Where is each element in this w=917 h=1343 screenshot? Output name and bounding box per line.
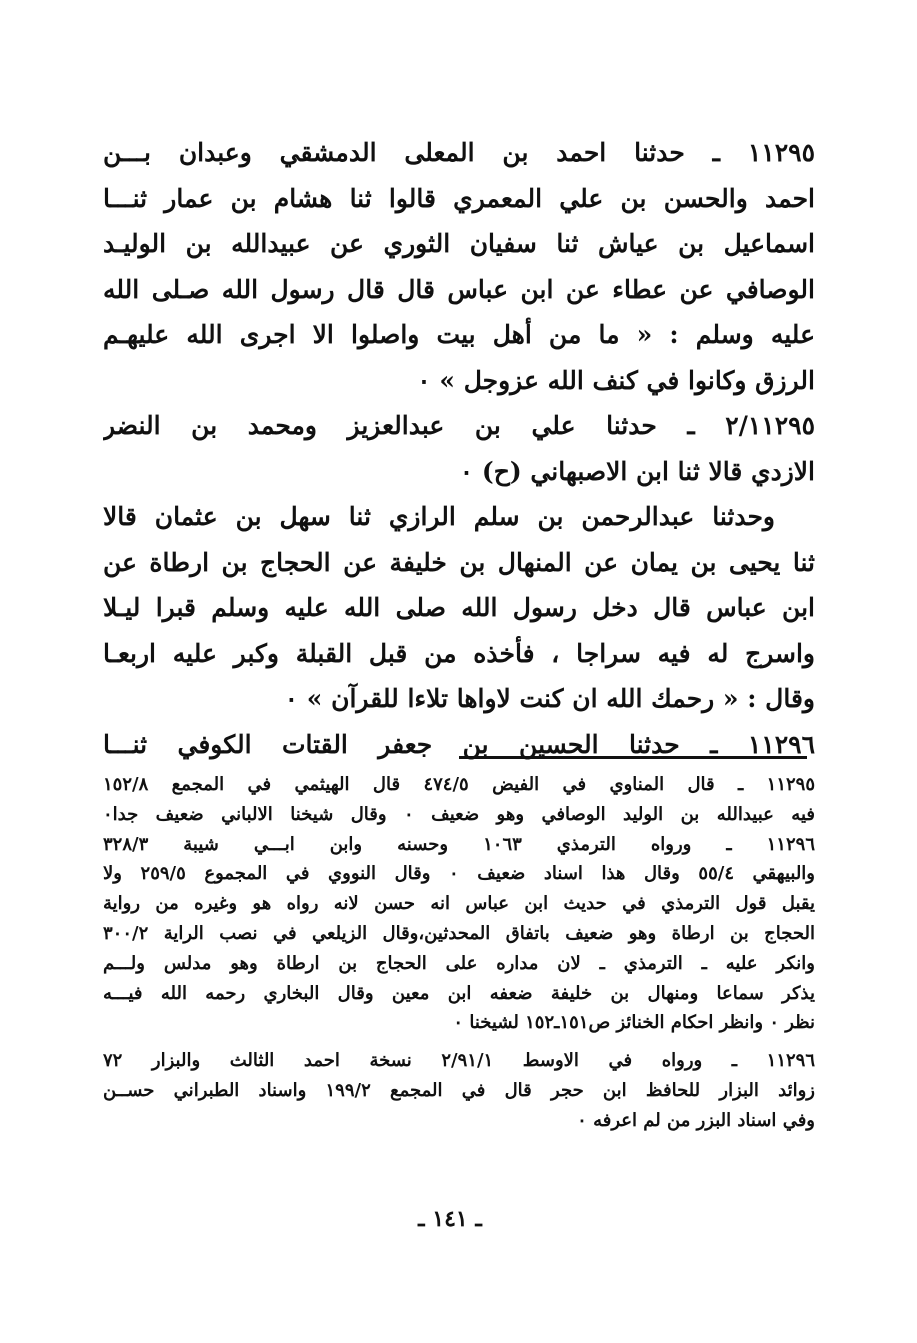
- footnote-line: الحجاج بن ارطاة وهو ضعيف باتفاق المحدثين،وقال الزيلعي في نصب الراية ٣٠٠/٢: [103, 922, 815, 944]
- footnote-block: [103, 1046, 815, 1135]
- text-line: الوصافي عن عطاء عن ابن عباس قال قال رسول الله صـلى الله: [103, 274, 815, 304]
- footnote-line: نظر ٠ وانظر احكام الخنائز ص١٥١ـ١٥٢ لشيخنا ٠: [453, 1012, 815, 1034]
- footnotes: [103, 770, 815, 1136]
- footnote-divider: [459, 756, 807, 759]
- footnote-line: ١١٢٩٦ ـ ورواه في الاوسط ٢/٩١/١ نسخة احمد الثالث والبزار ٧٢: [103, 1050, 815, 1072]
- text-line: واسرج له فيه سراجا ، فأخذه من قبل القبلة وكبر عليه اربعـا: [103, 638, 815, 668]
- text-line: ١١٢٩٦ ـ حدثنا الحسين بن جعفر القتات الكوفي ثنـــا: [103, 729, 815, 759]
- footnote-line: فيه عبيدالله بن الوليد الوصافي وهو ضعيف ٠ وقال شيخنا الالباني ضعيف جدا٠: [103, 803, 815, 825]
- footnote-line: والبيهقي ٥٥/٤ وقال هذا اسناد ضعيف ٠ وقال النووي في المجموع ٢٥٩/٥ ولا: [103, 863, 815, 885]
- footnote-line: ١١٢٩٦ ـ ورواه الترمذي ١٠٦٣ وحسنه وابن ابـــي شيبة ٣٢٨/٣: [103, 833, 815, 855]
- text-line: وقال : « رحمك الله ان كنت لاواها تلاءا للقرآن » ٠: [284, 684, 815, 713]
- text-line: ابن عباس قال دخل رسول الله صلى الله عليه وسلم قبرا ليـلا: [103, 593, 815, 622]
- footnote-line: يذكر سماعا ومنهال بن خليفة ضعفه ابن معين وقال البخاري رحمه الله فيـــه: [103, 982, 815, 1004]
- footnote-line: ١١٢٩٥ ـ قال المناوي في الفيض ٤٧٤/٥ قال الهيثمي في المجمع ١٥٢/٨: [103, 774, 815, 795]
- footnote-line: وفي اسناد البزر من لم اعرفه ٠: [577, 1109, 815, 1131]
- footnote-spacer: [103, 1038, 815, 1046]
- text-line: الازدي قالا ثنا ابن الاصبهاني (ح) ٠: [459, 456, 815, 486]
- footnote-block: [103, 770, 815, 830]
- page-number: ـ ١٤١ ـ: [418, 1206, 482, 1232]
- footnote-line: يقبل قول الترمذي في حديث ابن عباس انه حسن لانه رواه هو وغيره من رواية: [103, 893, 815, 915]
- text-line: وحدثنا عبدالرحمن بن سلم الرازي ثنا سهل بن عثمان قالا: [103, 502, 775, 531]
- text-line: اسماعيل بن عياش ثنا سفيان الثوري عن عبيدالله بن الوليـد: [103, 229, 815, 258]
- footnote-line: وانكر عليه ـ الترمذي ـ لان مداره على الحجاج بن ارطاة وهو مدلس ولـــم: [103, 952, 815, 974]
- text-line: ١١٢٩٥ ـ حدثنا احمد بن المعلى الدمشقي وعبدان بـــن: [103, 138, 815, 167]
- text-line: ثنا يحيى بن يمان عن المنهال بن خليفة عن الحجاج بن ارطاة عن: [103, 547, 815, 577]
- text-line: ٢/١١٢٩٥ ـ حدثنا علي بن عبدالعزيز ومحمد بن النضر: [103, 411, 815, 440]
- main-text: [103, 130, 815, 767]
- text-line: عليه وسلم : « ما من أهل بيت واصلوا الا اجرى الله عليهـم: [103, 320, 815, 349]
- text-line: احمد والحسن بن علي المعمري قالوا ثنا هشام بن عمار ثنـــا: [103, 183, 815, 213]
- footnote-line: زوائد البزار للحافظ ابن حجر قال في المجمع ١٩٩/٢ واسناد الطبراني حســن: [103, 1079, 815, 1101]
- text-line: الرزق وكانوا في كنف الله عزوجل » ٠: [417, 365, 815, 395]
- footnote-block: [103, 830, 815, 1039]
